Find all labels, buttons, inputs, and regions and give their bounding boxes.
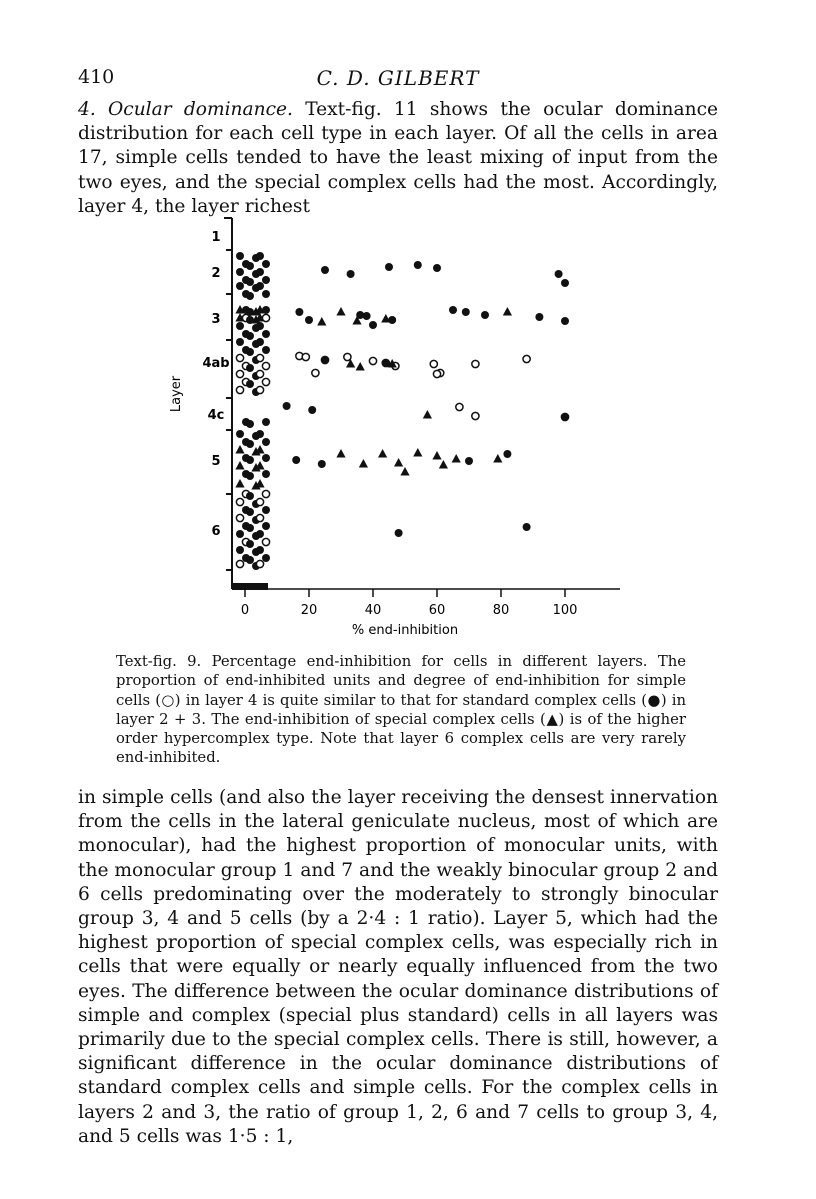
zero-column-marker: [246, 348, 254, 356]
zero-column-marker: [256, 498, 263, 505]
data-point: [321, 356, 329, 364]
data-point: [302, 353, 309, 360]
zero-column-marker: [262, 306, 270, 314]
zero-column-marker: [236, 252, 244, 260]
zero-column-marker: [246, 380, 254, 388]
data-point: [523, 523, 531, 531]
zero-column-marker: [262, 330, 270, 338]
zero-column-marker: [262, 538, 269, 545]
data-point: [369, 321, 377, 329]
data-point: [423, 410, 432, 419]
zero-column-marker: [246, 524, 254, 532]
paragraph-text: Text-fig. 11 shows the ocular dominance distribution for each cell type in each layer. Of all the cells in area 17, simple cells tended to have the least mixing of input from the two eyes, and the special complex cells had the most. Accordingly, layer 4, the layer richest: [78, 99, 718, 217]
paragraph-ocular-dominance: [78, 98, 718, 219]
data-point: [433, 370, 440, 377]
zero-column-marker: [262, 362, 269, 369]
page-header: [78, 66, 718, 92]
zero-column-marker: [256, 282, 264, 290]
zero-column-marker: [246, 540, 254, 548]
zero-column-marker: [262, 378, 269, 385]
zero-column-marker: [256, 370, 263, 377]
layer-label: 4c: [207, 408, 225, 423]
section-lead: 4. Ocular dominance.: [78, 99, 293, 120]
data-point: [432, 451, 441, 460]
zero-column-marker: [246, 316, 254, 324]
data-point: [347, 270, 355, 278]
zero-column-marker: [246, 278, 254, 286]
data-point: [369, 357, 376, 364]
data-point: [385, 263, 393, 271]
zero-column-marker: [236, 282, 244, 290]
data-point: [503, 307, 512, 316]
data-point: [283, 402, 291, 410]
data-point: [452, 454, 461, 463]
zero-column-marker: [236, 514, 243, 521]
zero-column-marker: [246, 420, 254, 428]
y-axis-label: Layer: [169, 375, 184, 413]
data-point: [394, 458, 403, 467]
zero-column-marker: [262, 290, 270, 298]
data-point: [465, 457, 473, 465]
data-point: [561, 279, 569, 287]
data-point: [555, 270, 563, 278]
x-axis-label: % end-inhibition: [351, 623, 459, 638]
x-tick-label: 100: [552, 603, 578, 618]
zero-column-marker: [236, 338, 244, 346]
data-point: [439, 460, 448, 469]
zero-column-marker: [246, 292, 254, 300]
x-tick-label: 60: [428, 603, 446, 618]
layer-label: 6: [211, 524, 221, 539]
zero-column-marker: [256, 514, 263, 521]
zero-column-marker: [256, 338, 264, 346]
layer-label: 1: [211, 230, 221, 245]
data-point: [503, 450, 511, 458]
zero-column-marker: [256, 560, 263, 567]
data-point: [523, 355, 530, 362]
data-point: [413, 448, 422, 457]
x-tick-label: 80: [492, 603, 510, 618]
data-point: [336, 307, 345, 316]
layer-label: 5: [211, 454, 221, 469]
zero-column-marker: [246, 456, 254, 464]
zero-column-marker: [236, 354, 243, 361]
x-tick-label: 0: [240, 603, 250, 618]
data-point: [378, 449, 387, 458]
zero-column-marker: [236, 560, 243, 567]
zero-column-marker: [236, 530, 244, 538]
data-point: [336, 449, 345, 458]
zero-column-marker: [262, 438, 270, 446]
zero-column-marker: [236, 386, 243, 393]
x-tick-label: 40: [364, 603, 382, 618]
zero-column-marker: [256, 386, 263, 393]
zero-column-marker: [246, 472, 254, 480]
zero-column-marker: [262, 506, 270, 514]
zero-column-marker: [236, 546, 244, 554]
data-point: [295, 308, 303, 316]
data-point: [493, 454, 502, 463]
data-point: [456, 403, 463, 410]
data-point: [472, 360, 479, 367]
zero-column-marker: [256, 530, 264, 538]
data-point: [359, 459, 368, 468]
layer-label: 3: [211, 312, 221, 327]
data-point: [344, 353, 351, 360]
data-point: [535, 313, 543, 321]
data-point: [561, 317, 569, 325]
data-point: [356, 362, 365, 371]
data-point: [317, 317, 326, 326]
scatter-chart: [150, 212, 670, 644]
data-point: [312, 369, 319, 376]
zero-column-marker: [262, 346, 270, 354]
paragraph-continuation: in simple cells (and also the layer receiving the densest innervation from the cells in the lateral geniculate nucleus, most of which are monocular), had the highest proportion of monocular units, with the monocular group 1 and 7 and the weakly binocular group 2 and 6 cells predominating over the moderately to strongly binocular group 3, 4 and 5 cells (by a 2·4 : 1 ratio). Layer 5, which had the highest proportion of special complex cells, was especially rich in cells that were equally or nearly equally influenced from the two eyes. The difference between the ocular dominance distributions of simple and complex (special plus standard) cells in all layers was primarily due to the special complex cells. There is still, however, a significant difference in the ocular dominance distributions of standard complex cells and simple cells. For the complex cells in layers 2 and 3, the ratio of group 1, 2, 6 and 7 cells to group 3, 4, and 5 cells was 1·5 : 1,: [78, 787, 718, 1147]
x-tick-label: 20: [300, 603, 318, 618]
data-point: [414, 261, 422, 269]
zero-bar: [232, 583, 268, 590]
zero-column-marker: [256, 322, 264, 330]
zero-column-marker: [262, 470, 270, 478]
zero-column-marker: [256, 252, 264, 260]
data-point: [462, 308, 470, 316]
page-number: 410: [78, 66, 115, 88]
zero-column-marker: [236, 498, 243, 505]
zero-column-marker: [256, 546, 264, 554]
zero-column-marker: [256, 430, 264, 438]
zero-column-marker: [236, 322, 244, 330]
zero-column-marker: [256, 354, 263, 361]
data-point: [472, 412, 479, 419]
zero-column-marker: [262, 454, 270, 462]
zero-column-marker: [236, 430, 244, 438]
zero-column-marker: [246, 492, 254, 500]
zero-column-marker: [235, 461, 244, 470]
zero-column-marker: [236, 268, 244, 276]
data-point: [318, 460, 326, 468]
running-head: C. D. GILBERT: [316, 66, 480, 90]
zero-column-marker: [262, 418, 270, 426]
zero-column-marker: [262, 314, 269, 321]
zero-column-marker: [262, 490, 269, 497]
data-point: [363, 312, 371, 320]
data-point: [481, 311, 489, 319]
zero-column-marker: [262, 276, 270, 284]
zero-column-marker: [256, 268, 264, 276]
zero-column-marker: [246, 364, 254, 372]
zero-column-marker: [262, 260, 270, 268]
data-point: [430, 360, 437, 367]
data-point: [449, 306, 457, 314]
data-point: [433, 264, 441, 272]
zero-column-marker: [262, 554, 270, 562]
layer-label: 4ab: [202, 356, 230, 371]
zero-column-marker: [246, 332, 254, 340]
zero-column-marker: [235, 479, 244, 488]
zero-column-marker: [236, 370, 243, 377]
zero-column-marker: [246, 440, 254, 448]
data-point: [292, 456, 300, 464]
zero-column-marker: [246, 262, 254, 270]
data-point: [308, 406, 316, 414]
zero-column-marker: [246, 508, 254, 516]
data-point: [388, 316, 396, 324]
figure-caption: Text-fig. 9. Percentage end-inhibition for cells in different layers. The proportion of end-inhibited units and degree of end-inhibition for simple cells (○) in layer 4 is quite similar to that for standard complex cells (●) in layer 2 + 3. The end-inhibition of special complex cells (▲) is of the higher order hypercomplex type. Note that layer 6 complex cells are very rarely end-inhibited.: [116, 653, 686, 767]
data-point: [561, 413, 569, 421]
data-point: [305, 316, 313, 324]
zero-column-marker: [246, 556, 254, 564]
data-point: [400, 467, 409, 476]
figure-end-inhibition: [150, 212, 670, 644]
zero-column-marker: [235, 445, 244, 454]
data-point: [395, 529, 403, 537]
zero-column-marker: [262, 522, 270, 530]
data-point: [321, 266, 329, 274]
layer-label: 2: [211, 266, 221, 281]
